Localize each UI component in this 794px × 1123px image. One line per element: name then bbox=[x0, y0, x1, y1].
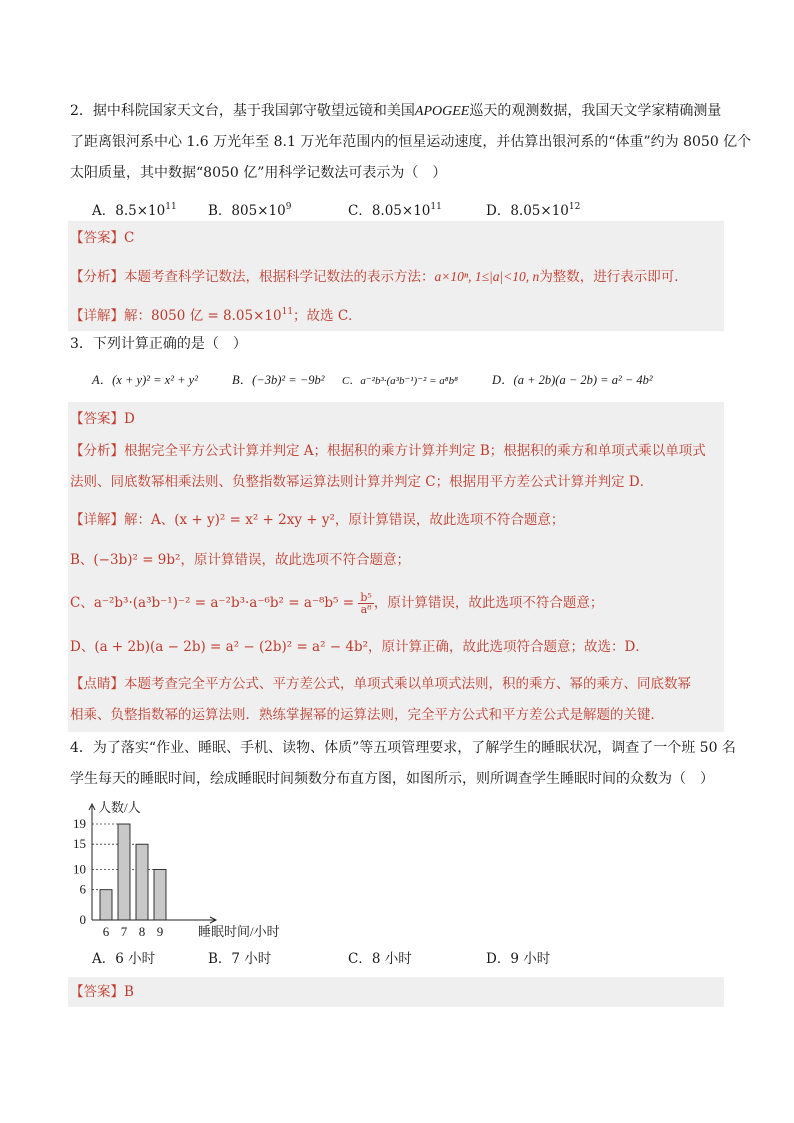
q2-option-b: B．$805\times 10^9$ bbox=[208, 202, 292, 219]
q3-options bbox=[92, 370, 653, 391]
q2-detail: 【详解】解：8050 亿 = $8.05\times 10^{11}$；故选 C． bbox=[70, 307, 362, 324]
x-tick-9: 9 bbox=[156, 924, 164, 939]
bar-7 bbox=[118, 824, 130, 920]
q3-detail-b: B、(−3b)² = 9b²，原计算错误，故此选项不符合题意； bbox=[70, 552, 410, 568]
q3-point-line-2: 相乘、负整指数幂的运算法则．熟练掌握幂的运算法则，完全平方公式和平方差公式是解题的关键． bbox=[70, 707, 664, 723]
q3-option-a: A．(x + y)² = x² + y² bbox=[92, 373, 198, 387]
q2-options bbox=[92, 197, 580, 221]
q3-option-c: C．a⁻²b³·(a³b⁻¹)⁻² = a⁸b⁸ bbox=[342, 375, 458, 387]
q4-answer: 【答案】B bbox=[70, 984, 134, 1000]
y-tick-10: 10 bbox=[73, 861, 86, 877]
q4-option-a: A．6 小时 bbox=[92, 951, 156, 967]
x-axis-label: 睡眠时间/小时 bbox=[198, 924, 280, 939]
q2-analysis: 【分析】本题考查科学记数法，根据科学记数法的表示方法：a×10ⁿ, 1≤|a|<10, n为整数，进行表示即可． bbox=[70, 269, 688, 285]
q3-option-d: D．(a + 2b)(a − 2b) = a² − 4b² bbox=[492, 373, 653, 387]
x-tick-8: 8 bbox=[138, 924, 146, 939]
q2-option-a: A．$8.5\times 10^{11}$ bbox=[92, 202, 177, 219]
q3-stem: 3．下列计算正确的是（ ） bbox=[70, 336, 247, 352]
q3-option-b: B．(−3b)² = −9b² bbox=[232, 373, 325, 387]
bar-8 bbox=[136, 844, 148, 920]
bar-6 bbox=[100, 890, 112, 920]
q2-stem-line-2: 了距离银河系中心 1.6 万光年至 8.1 万光年范围内的恒星运动速度，并估算出银河系的“体重”约为 8050 亿个 bbox=[70, 134, 752, 150]
q4-solution-box bbox=[68, 977, 724, 1007]
q2-stem-line-1: 2．据中科院国家天文台，基于我国郭守敬望远镜和美国APOGEE巡天的观测数据，我国天文学家精确测量 bbox=[70, 103, 722, 119]
q4-option-b: B．7 小时 bbox=[208, 951, 272, 967]
y-tick-0: 0 bbox=[79, 912, 86, 927]
y-tick-15: 15 bbox=[73, 836, 86, 852]
q3-detail-d: D、(a + 2b)(a − 2b) = a² − (2b)² = a² − 4b²，原计算正确，故此选项符合题意；故选：D． bbox=[70, 639, 649, 655]
y-axis-label: 人数/人 bbox=[98, 800, 141, 815]
q4-stem-line-1: 4．为了落实“作业、睡眠、手机、读物、体质”等五项管理要求，了解学生的睡眠状况，调查了一个班 50 名 bbox=[70, 740, 736, 756]
sleep-histogram bbox=[70, 800, 290, 948]
q2-option-d: D．$8.05\times 10^{12}$ bbox=[486, 202, 581, 219]
y-tick-6: 6 bbox=[79, 881, 86, 897]
q2-stem-line-3: 太阳质量，其中数据“8050 亿”用科学记数法可表示为（ ） bbox=[70, 165, 447, 181]
bar-9 bbox=[154, 869, 166, 920]
x-tick-6: 6 bbox=[102, 924, 110, 939]
q2-answer: 【答案】C bbox=[70, 230, 135, 246]
q4-option-c: C．8 小时 bbox=[348, 951, 412, 967]
x-tick-7: 7 bbox=[120, 924, 128, 939]
q3-detail-c: C、a⁻²b³·(a³b⁻¹)⁻² = a⁻²b³·a⁻⁶b² = a⁻⁸b⁵ = $\frac{\text{b⁵}}{\text{a⁸}}$ ，原计算错误，故此选项不符合题意； bbox=[70, 591, 604, 616]
q2-option-c: C．$8.05\times 10^{11}$ bbox=[348, 202, 442, 219]
q3-analysis-line-2: 法则、同底数幂相乘法则、负整指数幂运算法则计算并判定 C；根据用平方差公式计算并判定 D． bbox=[70, 474, 654, 490]
q3-detail-a: 【详解】解：A、(x + y)² = x² + 2xy + y²，原计算错误，故此选项不符合题意； bbox=[70, 512, 565, 528]
q4-options bbox=[92, 949, 550, 969]
q3-detail-c-fraction: $\frac{\text{b⁵}}{\text{a⁸}}$ bbox=[360, 591, 372, 616]
apogee-label: APOGEE bbox=[414, 104, 470, 119]
q3-point-line-1: 【点睛】本题考查完全平方公式、平方差公式，单项式乘以单项式法则，积的乘方、幂的乘方、同底数幂 bbox=[70, 676, 691, 692]
q3-answer: 【答案】D bbox=[70, 411, 135, 427]
y-tick-19: 19 bbox=[73, 816, 86, 831]
q3-analysis-line-1: 【分析】根据完全平方公式计算并判定 A；根据积的乘方计算并判定 B；根据积的乘方和单项式乘以单项式 bbox=[70, 443, 706, 459]
q4-stem-line-2: 学生每天的睡眠时间，绘成睡眠时间频数分布直方图，如图所示，则所调查学生睡眠时间的众数为（ ） bbox=[70, 771, 714, 787]
q4-option-d: D．9 小时 bbox=[486, 951, 551, 967]
